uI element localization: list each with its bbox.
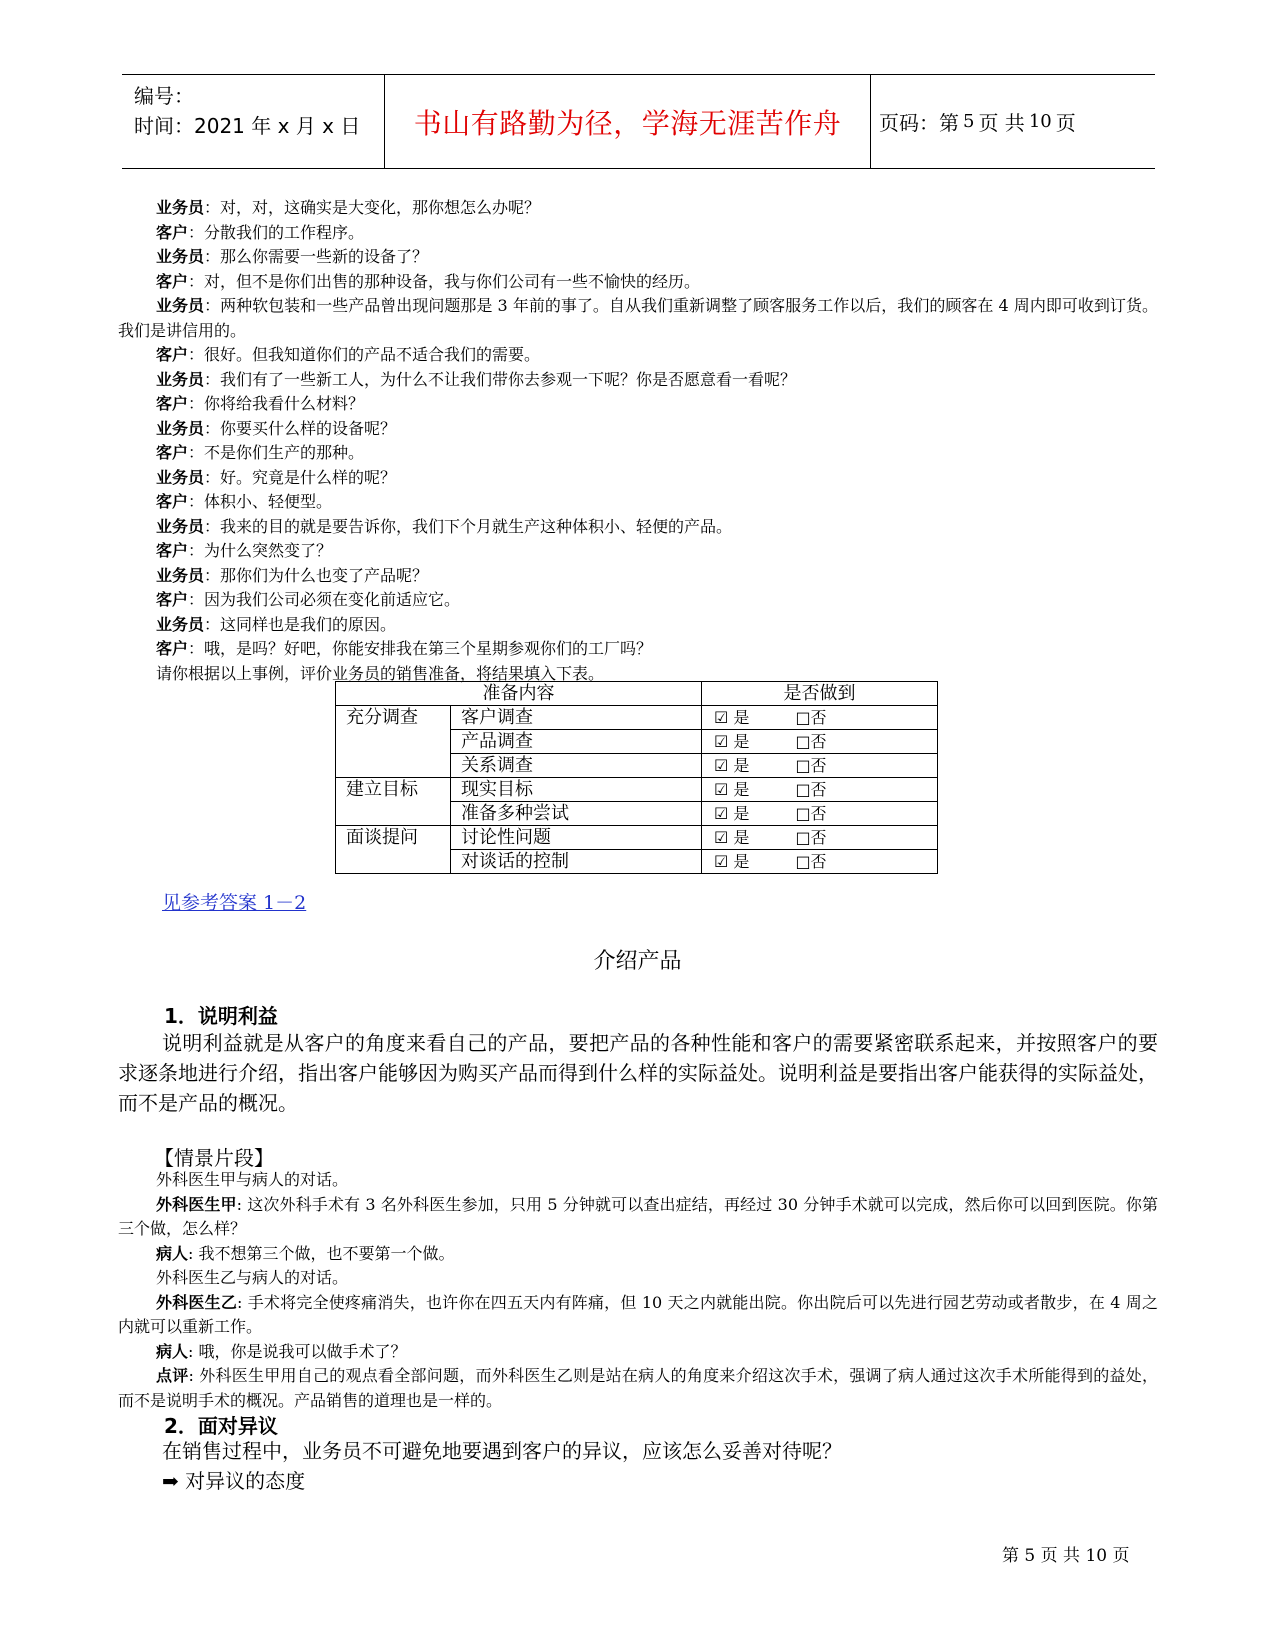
dialogue-line xyxy=(118,270,1158,295)
dialogue-speaker: 客户 xyxy=(156,394,189,413)
dialogue-line xyxy=(118,637,1158,662)
dialogue-line xyxy=(118,1340,1158,1365)
done-cell xyxy=(702,778,938,802)
dialogue-line xyxy=(118,368,1158,393)
dialogue-line xyxy=(118,1168,1158,1193)
header-motto: 书山有路勤为径，学海无涯苦作舟 xyxy=(384,75,871,168)
done-cell xyxy=(702,754,938,778)
dialogue-text: : 手术将完全使疼痛消失，也许你在四五天内有阵痛，但 10 天之内就能出院。你出院后可以先进行园艺劳动或者散步，在 4 周之内就可以重新工作。 xyxy=(118,1292,1158,1336)
dialogue-speaker: 客户 xyxy=(156,271,189,291)
dialogue-text: ：那你们为什么也变了产品呢？ xyxy=(204,565,429,585)
no-checkbox[interactable]: □否 xyxy=(795,804,827,823)
table-header-row xyxy=(336,682,938,706)
dialogue-text: 外科医生乙与病人的对话。 xyxy=(156,1268,349,1287)
done-cell xyxy=(702,730,938,754)
done-cell xyxy=(702,826,938,850)
dialogue-speaker: 业务员 xyxy=(156,614,205,634)
header-page-info xyxy=(879,75,1076,168)
done-cell xyxy=(702,706,938,730)
yes-checkbox[interactable]: ☑ 是 xyxy=(714,828,750,847)
dialogue-speaker: 业务员 xyxy=(156,296,205,315)
dialogue-speaker: 外科医生甲 xyxy=(156,1194,237,1214)
dialogue-speaker: 客户 xyxy=(156,541,189,560)
dialogue-line xyxy=(118,1193,1158,1242)
dialogue-speaker: 病人 xyxy=(156,1243,189,1263)
dialogue-speaker: 业务员 xyxy=(156,369,205,389)
dialogue-speaker: 病人 xyxy=(156,1341,189,1361)
dialogue-line xyxy=(118,1266,1158,1291)
group-name: 建立目标 xyxy=(336,778,451,826)
item-name: 讨论性问题 xyxy=(451,826,702,850)
no-checkbox[interactable]: □否 xyxy=(795,732,827,751)
dialogue-speaker: 客户 xyxy=(156,443,189,462)
dialogue-text: ：为什么突然变了？ xyxy=(188,541,333,560)
dialogue-speaker: 客户 xyxy=(156,222,189,242)
dialogue-text: : 哦，你是说我可以做手术了？ xyxy=(188,1341,407,1361)
scene-dialogue xyxy=(118,1168,1158,1413)
dialogue-text: ：很好。但我知道你们的产品不适合我们的需要。 xyxy=(188,345,541,364)
page-header xyxy=(122,74,1155,169)
dialogue-text: ：好。究竟是什么样的呢？ xyxy=(204,467,397,487)
instruction-text: 请你根据以上事例，评价业务员的销售准备，将结果填入下表。 xyxy=(156,663,605,683)
yes-checkbox[interactable]: ☑ 是 xyxy=(714,804,750,823)
dialogue-text: : 外科医生甲用自己的观点看全部问题，而外科医生乙则是站在病人的角度来介绍这次手术，强调了病人通过这次手术所能得到的益处，而不是说明手术的概况。产品销售的道理也是一样的。 xyxy=(118,1366,1158,1410)
yes-checkbox[interactable]: ☑ 是 xyxy=(714,780,750,799)
dialogue-line xyxy=(118,539,1158,564)
dialogue-line xyxy=(118,1291,1158,1340)
dialogue-line xyxy=(118,343,1158,368)
item-name: 产品调查 xyxy=(451,730,702,754)
table-row xyxy=(336,778,938,802)
item-name: 准备多种尝试 xyxy=(451,802,702,826)
dialogue-speaker: 业务员 xyxy=(156,418,205,438)
dialogue-speaker: 外科医生乙 xyxy=(156,1292,238,1312)
item-name: 关系调查 xyxy=(451,754,702,778)
table-header-done: 是否做到 xyxy=(702,682,938,706)
dialogue-text: ：这同样也是我们的原因。 xyxy=(204,614,397,634)
answer-link[interactable]: 见参考答案 1－2 xyxy=(162,892,307,914)
table-row xyxy=(336,706,938,730)
dialogue-text: ：你将给我看什么材料？ xyxy=(188,394,365,413)
dialogue-line xyxy=(118,466,1158,491)
dialogue-text: ：两种软包装和一些产品曾出现问题那是 3 年前的事了。自从我们重新调整了顾客服务工作以后，我们的顾客在 4 周内即可收到订货。我们是讲信用的。 xyxy=(118,296,1158,340)
no-checkbox[interactable]: □否 xyxy=(795,708,827,727)
done-cell xyxy=(702,850,938,874)
dialogue-speaker: 业务员 xyxy=(156,198,205,217)
preparation-table xyxy=(335,681,938,874)
yes-checkbox[interactable]: ☑ 是 xyxy=(714,708,750,727)
dialogue-text: ：因为我们公司必须在变化前适应它。 xyxy=(188,590,461,609)
page-label-pre: 页码：第 xyxy=(879,111,959,135)
page-footer xyxy=(1002,1541,1130,1566)
dialogue-line xyxy=(118,417,1158,442)
dialogue-speaker: 业务员 xyxy=(156,247,205,266)
dialogue-line xyxy=(118,245,1158,270)
no-checkbox[interactable]: □否 xyxy=(795,780,827,799)
benefits-paragraph xyxy=(118,1028,1158,1118)
dialogue-line xyxy=(118,392,1158,417)
dialogue-speaker: 客户 xyxy=(156,345,189,364)
group-name: 面谈提问 xyxy=(336,826,451,874)
dialogue-text: ：对，对，这确实是大变化，那你想怎么办呢？ xyxy=(204,198,541,217)
dialogue-text: : 我不想第三个做，也不要第一个做。 xyxy=(188,1243,455,1263)
page-label-mid: 页 共 xyxy=(978,111,1025,135)
section-title: 介绍产品 xyxy=(593,949,682,974)
dialogue-text: ：分散我们的工作程序。 xyxy=(188,222,365,242)
dialogue-line xyxy=(118,1242,1158,1267)
dialogue-text: ：不是你们生产的那种。 xyxy=(188,443,365,462)
sales-dialogue xyxy=(118,196,1158,686)
no-checkbox[interactable]: □否 xyxy=(795,828,827,847)
yes-checkbox[interactable]: ☑ 是 xyxy=(714,756,750,775)
benefits-text: 说明利益就是从客户的角度来看自己的产品，要把产品的各种性能和客户的需要紧密联系起来，并按照客户的要求逐条地进行介绍，指出客户能够因为购买产品而得到什么样的实际益处。说明利益是要指出客户能获得的实际益处，而不是产品的概况。 xyxy=(118,1031,1158,1115)
no-checkbox[interactable]: □否 xyxy=(795,852,827,871)
item-name: 对谈话的控制 xyxy=(451,850,702,874)
dialogue-line xyxy=(118,515,1158,540)
footer-mid: 页 共 xyxy=(1040,1546,1081,1566)
page-label-post: 页 xyxy=(1055,111,1076,135)
scene-title: 【情景片段】 xyxy=(154,1146,274,1170)
yes-checkbox[interactable]: ☑ 是 xyxy=(714,732,750,751)
page-total: 10 xyxy=(1028,111,1052,132)
dialogue-line xyxy=(118,613,1158,638)
dialogue-line xyxy=(118,221,1158,246)
footer-pre: 第 xyxy=(1002,1546,1019,1566)
objections-text: 在销售过程中，业务员不可避免地要遇到客户的异议，应该怎么妥善对待呢？ xyxy=(162,1439,842,1463)
no-checkbox[interactable]: □否 xyxy=(795,756,827,775)
table-header-content: 准备内容 xyxy=(336,682,702,706)
dialogue-text: ：哦，是吗？好吧，你能安排我在第三个星期参观你们的工厂吗？ xyxy=(188,639,653,658)
dialogue-text: 外科医生甲与病人的对话。 xyxy=(156,1170,349,1189)
dialogue-text: ：我来的目的就是要告诉你，我们下个月就生产这种体积小、轻便的产品。 xyxy=(204,516,733,536)
dialogue-text: ：你要买什么样的设备呢？ xyxy=(204,418,397,438)
doc-time: 时间：2021 年 x 月 x 日 xyxy=(134,114,361,138)
dialogue-speaker: 客户 xyxy=(156,639,189,658)
done-cell xyxy=(702,802,938,826)
dialogue-text: ：体积小、轻便型。 xyxy=(188,492,333,511)
dialogue-text: : 这次外科手术有 3 名外科医生参加，只用 5 分钟就可以查出症结，再经过 30 分钟手术就可以完成，然后你可以回到医院。你第三个做，怎么样？ xyxy=(118,1194,1158,1238)
item-name: 现实目标 xyxy=(451,778,702,802)
dialogue-speaker: 点评 xyxy=(156,1366,189,1385)
header-left xyxy=(134,81,389,141)
heading-explain-benefits: 1．说明利益 xyxy=(164,1004,278,1028)
yes-checkbox[interactable]: ☑ 是 xyxy=(714,852,750,871)
heading-objections: 2．面对异议 xyxy=(164,1414,278,1438)
dialogue-speaker: 业务员 xyxy=(156,467,205,487)
table-row xyxy=(336,826,938,850)
dialogue-line xyxy=(118,564,1158,589)
dialogue-line xyxy=(118,441,1158,466)
dialogue-speaker: 业务员 xyxy=(156,516,205,536)
dialogue-text: ：我们有了一些新工人，为什么不让我们带你去参观一下呢？你是否愿意看一看呢？ xyxy=(204,369,797,389)
dialogue-line xyxy=(118,588,1158,613)
footer-current: 5 xyxy=(1024,1546,1036,1566)
objections-bullet: ➡ 对异议的态度 xyxy=(162,1469,306,1493)
dialogue-line xyxy=(118,490,1158,515)
footer-total: 10 xyxy=(1085,1546,1108,1566)
dialogue-line xyxy=(118,196,1158,221)
dialogue-speaker: 客户 xyxy=(156,590,189,609)
dialogue-speaker: 业务员 xyxy=(156,565,205,585)
page-current: 5 xyxy=(963,111,975,132)
doc-number: 编号： xyxy=(134,84,194,108)
dialogue-line xyxy=(118,294,1158,343)
group-name: 充分调查 xyxy=(336,706,451,778)
dialogue-text: ：对，但不是你们出售的那种设备，我与你们公司有一些不愉快的经历。 xyxy=(188,271,701,291)
dialogue-speaker: 客户 xyxy=(156,492,189,511)
dialogue-line xyxy=(118,1364,1158,1413)
dialogue-text: ：那么你需要一些新的设备了？ xyxy=(204,247,429,266)
footer-post: 页 xyxy=(1112,1546,1130,1566)
item-name: 客户调查 xyxy=(451,706,702,730)
